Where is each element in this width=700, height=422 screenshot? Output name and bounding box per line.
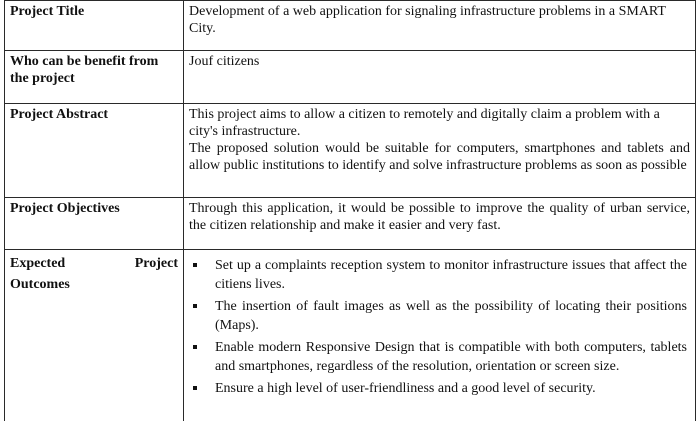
list-item: Ensure a high level of user-friendliness and a good level of security. xyxy=(215,379,687,398)
label-beneficiaries: Who can be benefit from the project xyxy=(5,51,184,104)
abstract-paragraph-1: This project aims to allow a citizen to remotely and digitally claim a problem with a city's infrastructure. xyxy=(189,107,660,139)
label-outcomes-second-line: Outcomes xyxy=(10,277,70,292)
label-outcomes xyxy=(5,250,184,421)
abstract-paragraph-2: The proposed solution would be suitable for computers, smartphones and tablets and allow public institutions to identify and solve infrastructure problems as soon as possible xyxy=(189,141,690,173)
label-project-title: Project Title xyxy=(5,1,184,51)
value-abstract xyxy=(184,104,696,198)
label-abstract: Project Abstract xyxy=(5,104,184,198)
table-row-abstract xyxy=(5,104,696,198)
value-objectives: Through this application, it would be possible to improve the quality of urban service, the citizen relationship and make it easier and very fast. xyxy=(184,198,696,250)
table-row-objectives xyxy=(5,198,696,250)
bullet-square-icon xyxy=(193,386,197,390)
project-document xyxy=(4,0,698,422)
bullet-square-icon xyxy=(193,304,197,308)
value-project-title: Development of a web application for signaling infrastructure problems in a SMART City. xyxy=(184,1,696,51)
bullet-square-icon xyxy=(193,345,197,349)
project-info-table xyxy=(4,0,696,421)
value-outcomes xyxy=(184,250,696,421)
table-row-outcomes xyxy=(5,250,696,421)
list-item: Set up a complaints reception system to monitor infrastructure issues that affect the citiens lives. xyxy=(215,256,687,294)
table-row-beneficiaries xyxy=(5,51,696,104)
outcomes-list xyxy=(189,256,687,398)
label-outcomes-expected: Expected xyxy=(10,256,66,271)
table-row-title xyxy=(5,1,696,51)
list-item: The insertion of fault images as well as the possibility of locating their positions (Maps). xyxy=(215,297,687,335)
label-objectives: Project Objectives xyxy=(5,198,184,250)
value-beneficiaries: Jouf citizens xyxy=(184,51,696,104)
bullet-square-icon xyxy=(193,263,197,267)
list-item: Enable modern Responsive Design that is compatible with both computers, tablets and smartphones, regardless of the resolution, orientation or screen size. xyxy=(215,338,687,376)
label-outcomes-project: Project xyxy=(134,256,178,271)
